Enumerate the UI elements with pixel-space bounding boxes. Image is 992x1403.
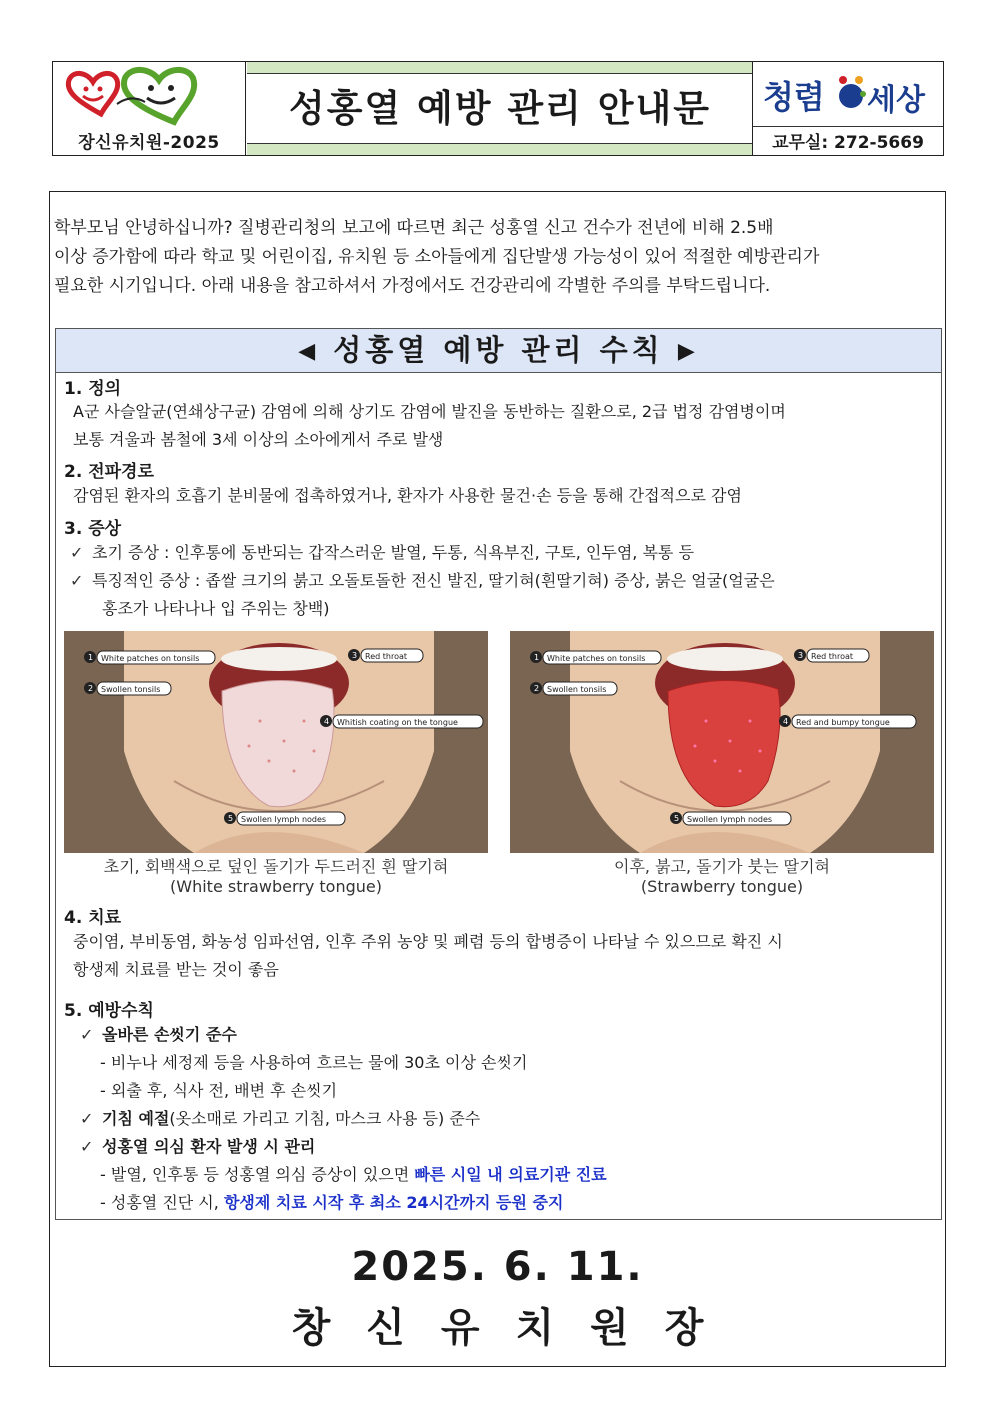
section-heading-definition: 1. 정의 [64, 379, 122, 399]
symptom-characteristic-cont: 홍조가 나타나나 입 주위는 창백) [102, 599, 330, 618]
rules-title: 성홍열 예방 관리 수칙 [333, 333, 664, 367]
symptom-characteristic: 특징적인 증상 : 좁쌀 크기의 붉고 오돌토돌한 전신 발진, 딸기혀(흰딸기혀) 증상, 붉은 얼굴(얼굴은 [92, 571, 775, 590]
label-lymph-nodes: Swollen lymph nodes [241, 815, 327, 824]
label-lymph-nodes: Swollen lymph nodes [687, 815, 773, 824]
svg-text:청렴: 청렴 [763, 78, 825, 116]
prevention-handwash: 올바른 손씻기 준수 [102, 1025, 237, 1044]
office-phone: 교무실: 272-5669 [753, 126, 943, 153]
section-heading-symptoms: 3. 증상 [64, 519, 122, 539]
intro-line: 이상 증가함에 따라 학교 및 어린이집, 유치원 등 소아들에게 집단발생 가능성이 있어 적절한 예방관리가 [54, 247, 820, 267]
rules-box [55, 328, 942, 1220]
symptom-early: 초기 증상 : 인후통에 동반되는 갑작스러운 발열, 두통, 식욕부진, 구토, 인두염, 복통 등 [92, 543, 694, 562]
svg-text:5: 5 [674, 814, 680, 823]
label-red-throat: Red throat [365, 652, 407, 661]
suspected-highlight: 빠른 시일 내 의료기관 진료 [414, 1165, 607, 1184]
prevention-cough-title: 기침 예절 [102, 1109, 170, 1128]
tongue-illustration-red [510, 631, 934, 853]
notice-date: 2025. 6. 11. [351, 1244, 644, 1290]
diagnosis-highlight: 항생제 치료 시작 후 최소 24시간까지 등원 중지 [223, 1193, 564, 1212]
rules-title-bar [56, 329, 941, 373]
caption-white-strawberry [64, 857, 488, 897]
title-bar-bottom [247, 143, 753, 155]
caption-kr: 이후, 붉고, 돌기가 붓는 딸기혀 [614, 857, 830, 876]
caption-en: (White strawberry tongue) [170, 877, 382, 896]
label-swollen-tonsils: Swollen tonsils [547, 685, 607, 694]
section-body-definition [73, 398, 786, 454]
svg-text:1: 1 [534, 653, 540, 662]
strawberry-tongue-image [510, 631, 934, 853]
section-heading-prevention: 5. 예방수칙 [64, 1001, 154, 1021]
intro-paragraph [54, 214, 942, 301]
section-body-treatment [73, 928, 783, 984]
principal-signature: 창신유치원장 [291, 1305, 740, 1351]
tongue-illustration-white [64, 631, 488, 853]
svg-text:4: 4 [783, 717, 789, 726]
caption-strawberry [510, 857, 934, 897]
section-body-prevention [80, 1021, 607, 1217]
section-body-symptoms [70, 539, 775, 623]
label-red-throat: Red throat [811, 652, 853, 661]
label-white-patches: White patches on tonsils [101, 654, 200, 663]
label-red-bumpy: Red and bumpy tongue [796, 718, 890, 727]
suspected-detail: - 발열, 인후통 등 성홍열 의심 증상이 있으면 [100, 1165, 415, 1184]
treatment-line: 중이염, 부비동염, 화농성 임파선염, 인후 주위 농양 및 폐렴 등의 합병증이 나타날 수 있으므로 확진 시 [73, 932, 783, 951]
diagnosis-detail: - 성홍열 진단 시, [100, 1193, 224, 1212]
white-strawberry-tongue-image [64, 631, 488, 853]
svg-text:1: 1 [88, 653, 94, 662]
school-label: 장신유치원-2025 [78, 133, 220, 153]
label-white-patches: White patches on tonsils [547, 654, 646, 663]
svg-text:2: 2 [88, 684, 94, 693]
header-table [52, 61, 944, 156]
left-arrow-icon: ◀ [298, 339, 320, 364]
definition-line: 보통 겨울과 봄철에 3세 이상의 소아에게서 주로 발생 [73, 430, 444, 449]
handwash-detail: - 비누나 세정제 등을 사용하여 흐르는 물에 30초 이상 손씻기 [100, 1053, 528, 1072]
title-bar-top [247, 62, 753, 74]
svg-text:2: 2 [534, 684, 540, 693]
svg-text:3: 3 [798, 651, 804, 660]
check-icon: ✓ [80, 1025, 94, 1044]
definition-line: A군 사슬알균(연쇄상구균) 감염에 의해 상기도 감염에 발진을 동반하는 질환으로, 2급 법정 감염병이며 [73, 402, 786, 421]
svg-text:3: 3 [352, 651, 358, 660]
section-heading-treatment: 4. 치료 [64, 908, 122, 928]
prevention-suspected: 성홍열 의심 환자 발생 시 관리 [102, 1137, 316, 1156]
svg-text:4: 4 [324, 717, 330, 726]
intro-line: 필요한 시기입니다. 아래 내용을 참고하셔서 가정에서도 건강관리에 각별한 주의를 부탁드립니다. [54, 276, 771, 296]
treatment-line: 항생제 치료를 받는 것이 좋음 [73, 960, 279, 979]
brand-logo-cell [752, 62, 943, 155]
check-icon: ✓ [80, 1109, 94, 1128]
school-logo-cell [53, 62, 246, 155]
caption-en: (Strawberry tongue) [640, 877, 804, 896]
check-icon: ✓ [70, 571, 84, 590]
page-title: 성홍열 예방 관리 안내문 [288, 87, 712, 130]
prevention-cough-detail: (옷소매로 가리고 기침, 마스크 사용 등) 준수 [169, 1109, 481, 1128]
main-content-box [49, 191, 946, 1367]
right-arrow-icon: ▶ [677, 339, 699, 364]
school-logo-icon [59, 64, 239, 126]
handwash-detail: - 외출 후, 식사 전, 배변 후 손씻기 [100, 1081, 338, 1100]
svg-text:세상: 세상 [867, 83, 925, 118]
intro-line: 학부모님 안녕하십니까? 질병관리청의 보고에 따르면 최근 성홍열 신고 건수가 전년에 비해 2.5배 [54, 218, 774, 238]
title-cell [247, 62, 753, 155]
svg-text:5: 5 [228, 814, 234, 823]
caption-kr: 초기, 회백색으로 덮인 돌기가 두드러진 흰 딸기혀 [103, 857, 449, 876]
brand-logo-icon [759, 66, 937, 130]
check-icon: ✓ [80, 1137, 94, 1156]
transmission-line: 감염된 환자의 호흡기 분비물에 접촉하였거나, 환자가 사용한 물건·손 등을 통해 간접적으로 감염 [73, 486, 742, 505]
check-icon: ✓ [70, 543, 84, 562]
section-body-transmission [73, 482, 742, 510]
section-heading-transmission: 2. 전파경로 [64, 462, 154, 482]
label-swollen-tonsils: Swollen tonsils [101, 685, 161, 694]
label-whitish-coating: Whitish coating on the tongue [337, 718, 458, 727]
